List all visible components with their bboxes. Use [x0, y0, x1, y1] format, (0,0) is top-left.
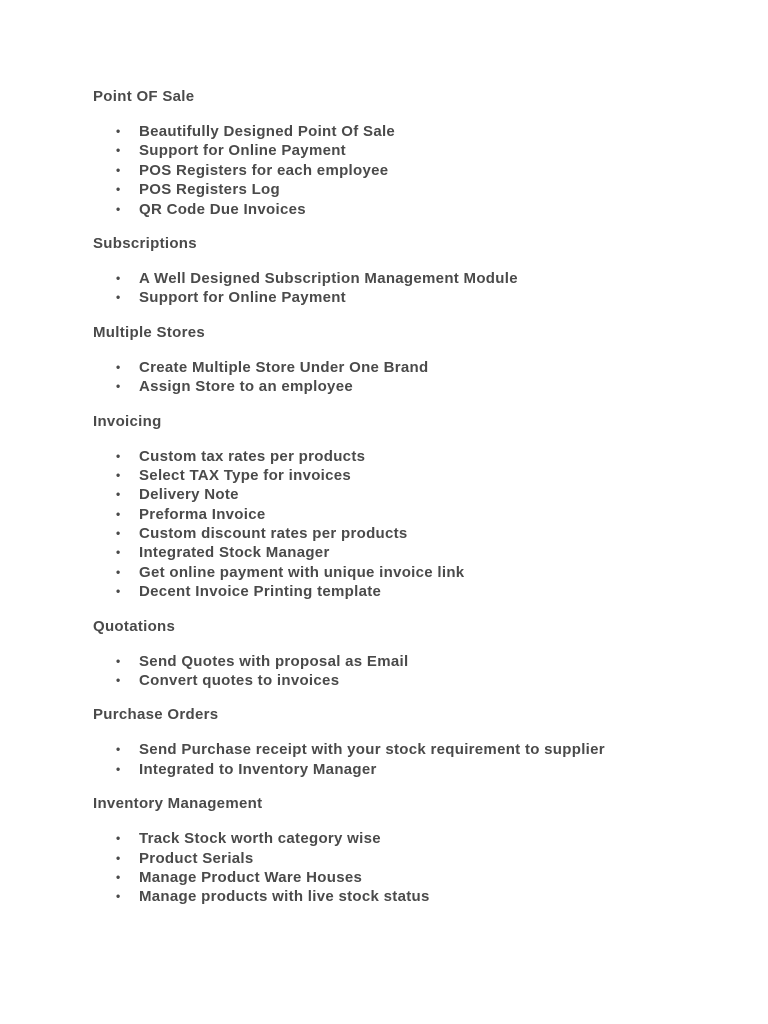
list-item-text: QR Code Due Invoices	[139, 200, 306, 218]
list-item-text: Integrated Stock Manager	[139, 544, 330, 562]
list-item	[93, 524, 733, 543]
list-item	[93, 122, 733, 141]
bullet-icon: •	[116, 182, 121, 197]
feature-list-multiple-stores	[93, 358, 733, 397]
bullet-icon: •	[116, 448, 121, 463]
section-heading-purchase-orders: Purchase Orders	[93, 706, 219, 724]
list-item-text: Delivery Note	[139, 486, 239, 504]
bullet-icon: •	[116, 850, 121, 865]
list-item	[93, 543, 733, 562]
list-item	[93, 485, 733, 504]
bullet-icon: •	[116, 831, 121, 846]
section-heading-subscriptions: Subscriptions	[93, 234, 197, 252]
list-item	[93, 141, 733, 160]
list-item	[93, 868, 733, 887]
list-item-text: Decent Invoice Printing template	[139, 583, 382, 601]
section-heading-multiple-stores: Multiple Stores	[93, 323, 206, 341]
feature-list-inventory-management	[93, 829, 733, 907]
list-item	[93, 161, 733, 180]
list-item-text: Track Stock worth category wise	[139, 830, 381, 848]
bullet-icon: •	[116, 201, 121, 216]
bullet-icon: •	[116, 742, 121, 757]
list-item-text: Custom tax rates per products	[139, 447, 366, 465]
list-item	[93, 582, 733, 601]
section-heading-quotations: Quotations	[93, 617, 176, 635]
list-item	[93, 563, 733, 582]
bullet-icon: •	[116, 545, 121, 560]
feature-list-quotations	[93, 652, 733, 691]
bullet-icon: •	[116, 124, 121, 138]
list-item-text: Integrated to Inventory Manager	[139, 760, 377, 778]
section-heading-invoicing: Invoicing	[93, 412, 162, 430]
list-item	[93, 288, 733, 307]
list-item-text: Support for Online Payment	[139, 142, 346, 160]
bullet-icon: •	[116, 564, 121, 579]
bullet-icon: •	[116, 290, 121, 305]
list-item	[93, 652, 733, 671]
list-item-text: Convert quotes to invoices	[139, 672, 340, 690]
list-item-text: Create Multiple Store Under One Brand	[139, 358, 429, 376]
list-item-text: Support for Online Payment	[139, 289, 346, 307]
list-item-text: Manage Product Ware Houses	[139, 868, 363, 886]
list-item-text: Product Serials	[139, 849, 254, 867]
list-item	[93, 200, 733, 219]
list-item-text: A Well Designed Subscription Management Module	[139, 269, 518, 287]
list-item	[93, 180, 733, 199]
bullet-icon: •	[116, 143, 121, 158]
list-item	[93, 829, 733, 848]
section-heading-point-of-sale: Point OF Sale	[93, 88, 195, 105]
list-item	[93, 887, 733, 906]
document-body	[93, 86, 733, 921]
bullet-icon: •	[116, 506, 121, 521]
bullet-icon: •	[116, 467, 121, 482]
bullet-icon: •	[116, 359, 121, 374]
list-item-text: Assign Store to an employee	[139, 378, 353, 396]
bullet-icon: •	[116, 379, 121, 394]
list-item-text: Select TAX Type for invoices	[139, 466, 352, 484]
bullet-icon: •	[116, 761, 121, 776]
bullet-icon: •	[116, 673, 121, 688]
bullet-icon: •	[116, 487, 121, 502]
list-item-text: Beautifully Designed Point Of Sale	[139, 123, 396, 140]
list-item	[93, 269, 733, 288]
list-item-text: Send Quotes with proposal as Email	[139, 652, 409, 670]
bullet-icon: •	[116, 869, 121, 884]
list-item	[93, 505, 733, 524]
bullet-icon: •	[116, 889, 121, 904]
list-item-text: Manage products with live stock status	[139, 888, 430, 906]
bullet-icon: •	[116, 584, 121, 599]
list-item-text: Preforma Invoice	[139, 505, 266, 523]
bullet-icon: •	[116, 653, 121, 668]
bullet-icon: •	[116, 526, 121, 541]
list-item	[93, 466, 733, 485]
list-item-text: Send Purchase receipt with your stock requirement to supplier	[139, 741, 605, 759]
feature-list-purchase-orders	[93, 740, 733, 779]
section-heading-inventory-management: Inventory Management	[93, 795, 263, 813]
bullet-icon: •	[116, 270, 121, 285]
bullet-icon: •	[116, 162, 121, 177]
list-item-text: POS Registers for each employee	[139, 161, 389, 179]
list-item	[93, 358, 733, 377]
feature-list-invoicing	[93, 447, 733, 602]
list-item	[93, 377, 733, 396]
list-item	[93, 760, 733, 779]
list-item	[93, 671, 733, 690]
list-item-text: Get online payment with unique invoice link	[139, 563, 465, 581]
list-item	[93, 849, 733, 868]
list-item	[93, 447, 733, 466]
list-item-text: POS Registers Log	[139, 181, 280, 199]
feature-list-subscriptions	[93, 269, 733, 308]
list-item-text: Custom discount rates per products	[139, 525, 408, 543]
feature-list-point-of-sale	[93, 122, 733, 219]
list-item	[93, 740, 733, 759]
